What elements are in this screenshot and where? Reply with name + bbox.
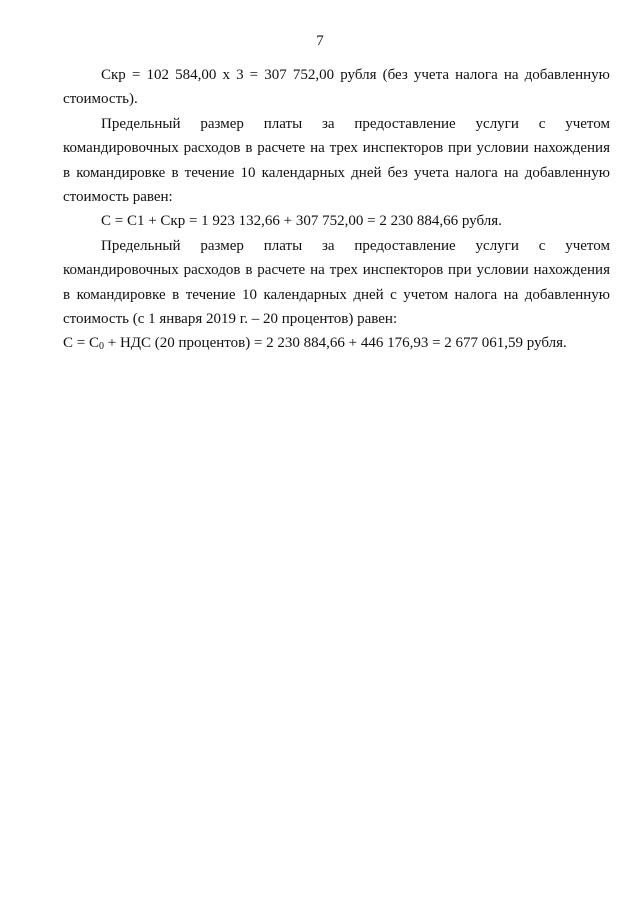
word: на (310, 140, 325, 157)
paragraph-p2 (63, 112, 610, 210)
text-line (63, 234, 610, 258)
word: командировочных (63, 262, 179, 279)
word: за (321, 115, 335, 132)
text-line (63, 258, 610, 282)
text-line (63, 63, 610, 87)
word: учетом (565, 237, 610, 254)
word: предоставление (354, 115, 456, 132)
text-line: С = С1 + Скр = 1 923 132,66 + 307 752,00 = 2 230 884,66 рубля. (101, 213, 502, 230)
word: учетом (565, 115, 610, 132)
text-line (63, 112, 610, 136)
word: платы (263, 237, 303, 254)
text-line (63, 136, 610, 160)
word: с (538, 115, 546, 132)
paragraph-container (63, 63, 610, 331)
text-line (63, 283, 610, 307)
word: Скр (101, 67, 126, 83)
word: при (448, 262, 472, 279)
word: учета (413, 67, 449, 83)
word: 10 (241, 286, 257, 303)
word: размер (200, 115, 244, 132)
word: на (310, 262, 325, 279)
paragraph-p4 (63, 234, 610, 332)
word: командировке (76, 286, 166, 303)
word: 584,00 (175, 67, 217, 83)
word: трех (329, 262, 358, 279)
text-line: стоимость). (63, 91, 138, 108)
text-line: стоимость равен: (63, 189, 173, 206)
word: трех (329, 140, 358, 157)
word: с (538, 237, 546, 254)
word: при (448, 140, 472, 157)
word: расходов (183, 262, 241, 279)
document-body (63, 63, 610, 356)
text-line (63, 161, 610, 185)
word: учета (413, 164, 450, 181)
word: календарных (263, 286, 347, 303)
word: инспекторов (362, 140, 444, 157)
word: нахождения (533, 262, 610, 279)
word: за (321, 237, 335, 254)
word: в (63, 164, 71, 181)
formula-subscript: 0 (98, 341, 104, 353)
word: дней (353, 286, 384, 303)
paragraph-p1 (63, 63, 610, 112)
word: в (245, 262, 253, 279)
word: = (131, 67, 141, 83)
word: расчете (257, 262, 306, 279)
word: (без (382, 67, 408, 83)
word: течение (185, 286, 236, 303)
formula-line (63, 331, 610, 355)
word: расчете (257, 140, 306, 157)
word: командировочных (63, 140, 179, 157)
word: Предельный (101, 237, 181, 254)
word: налога (455, 164, 498, 181)
word: без (387, 164, 408, 181)
word: добавленную (524, 67, 610, 83)
word: Предельный (101, 115, 181, 132)
word: 307 (264, 67, 287, 83)
word: 3 (236, 67, 244, 83)
word: платы (263, 115, 303, 132)
word: услуги (475, 237, 519, 254)
formula-prefix: С = С (63, 335, 99, 352)
word: налога (455, 67, 498, 83)
word: условии (476, 140, 529, 157)
word: предоставление (354, 237, 456, 254)
word: в (172, 286, 180, 303)
text-line: стоимость (с 1 января 2019 г. – 20 процентов) равен: (63, 311, 398, 328)
word: с (390, 286, 397, 303)
word: налога (454, 286, 498, 303)
word: 10 (240, 164, 256, 181)
word: условии (476, 262, 529, 279)
word: добавленную (524, 286, 610, 303)
word: 752,00 (292, 67, 335, 83)
word: размер (200, 237, 244, 254)
word: дней (351, 164, 382, 181)
word: командировке (76, 164, 166, 181)
word: добавленную (524, 164, 610, 181)
word: течение (184, 164, 235, 181)
word: 102 (146, 67, 169, 83)
formula-suffix: + НДС (20 процентов) = 2 230 884,66 + 446 176,93 = 2 677 061,59 рубля. (103, 335, 567, 352)
page-number: 7 (316, 33, 324, 49)
word: рубля (340, 67, 377, 83)
word: на (503, 286, 519, 303)
word: в (171, 164, 179, 181)
word: = (249, 67, 259, 83)
word: календарных (261, 164, 346, 181)
word: в (245, 140, 253, 157)
word: на (503, 164, 519, 181)
word: учетом (403, 286, 449, 303)
word: инспекторов (362, 262, 444, 279)
word: на (503, 67, 519, 83)
word: х (222, 67, 230, 83)
word: услуги (475, 115, 519, 132)
word: нахождения (533, 140, 610, 157)
paragraph-p3 (63, 209, 610, 233)
word: расходов (183, 140, 241, 157)
word: в (63, 286, 71, 303)
